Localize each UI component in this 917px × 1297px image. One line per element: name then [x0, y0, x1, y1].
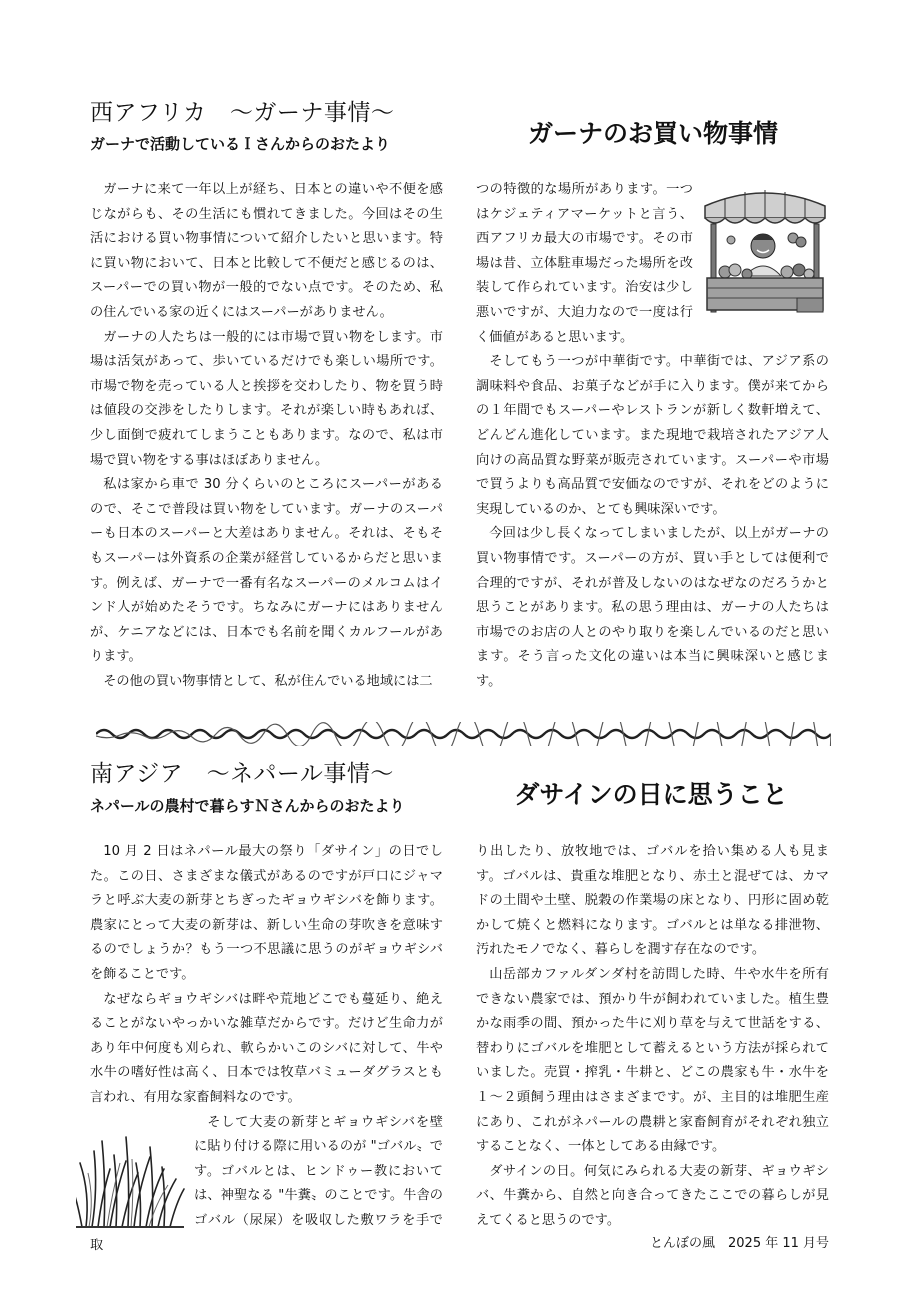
paragraph: その他の買い物事情として、私が住んでいる地域には二: [103, 673, 433, 689]
paragraph: つの特徴的な場所があります。一つはケジェティアマーケットと言う、西アフリカ最大の市場です。その市場は昔、立体駐車場だった場所を改装して作られています。治安は少し悪いですが、大迫力なので一度は行く価値があると思います。: [476, 182, 693, 345]
grass-illustration: [76, 1133, 186, 1229]
paragraph: 今回は少し長くなってしまいましたが、以上がガーナの買い物事情です。スーパーの方が、買い手としては便利で合理的ですが、それが普及しないのはなぜなのだろうかと思うことがあります。私の思う理由は、ガーナの人たちは市場でのお店の人とのやり取りを楽しんでいるのだと思います。そう言った文化の違いは本当に興味深いと感じます。: [476, 526, 829, 689]
nepal-subtitle: ネパールの農村で暮らすＮさんからのおたより: [90, 797, 405, 815]
paragraph: そしてもう一つが中華街です。中華街では、アジア系の調味料や食品、お菓子などが手に入ります。僕が来てからの１年間でもスーパーやレストランが新しく数軒増えて、どんどん進化しています。また現地で栽培されたアジア人向けの高品質な野菜が販売されています。スーパーや市場で買うよりも高品質で安価なのですが、それをどのように実現しているのか、とても興味深いです。: [476, 354, 829, 517]
nepal-region-title: 南アジア ～ネパール事情～: [90, 761, 394, 787]
ghana-right-column: [476, 178, 829, 694]
paragraph: ガーナに来て一年以上が経ち、日本との違いや不便を感じながらも、その生活にも慣れてきました。今回はその生活における買い物事情について紹介したいと思います。特に買い物において、日本と比較して不便だと感じるのは、スーパーでの買い物が一般的でない点です。そのため、私の住んでいる家の近くにはスーパーがありません。: [90, 182, 443, 320]
ghana-subtitle: ガーナで活動しているＩさんからのおたより: [90, 135, 391, 153]
nepal-article-title: ダサインの日に思うこと: [514, 780, 788, 809]
paragraph: 山岳部カファルダンダ村を訪問した時、牛や水牛を所有できない農家では、預かり牛が飼われていました。植生豊かな雨季の間、預かった牛に刈り草を与えて世話をする、替わりにゴバルを堆肥として蓄えるという方法が採られていました。売買・搾乳・牛耕と、どこの農家も牛・水牛を１～２頭飼う理由はさまざまです。が、主目的は堆肥生産にあり、これがネパールの農耕と家畜飼育がそれぞれ独立することなく、一体としてある由縁です。: [476, 966, 829, 1155]
paragraph: ガーナの人たちは一般的には市場で買い物をします。市場は活気があって、歩いているだけでも楽しい場所です。市場で物を売っている人と挨拶を交わしたり、物を買う時は値段の交渉をしたりします。それが楽しい時もあれば、少し面倒で疲れてしまうこともあります。なので、私は市場で買い物をする事はほぼありません。: [90, 329, 443, 468]
paragraph: そして大麦の新芽とギョウギシバを壁に貼り付ける際に用いるのが "ゴバル〟です。ゴバルとは、ヒンドゥー教においては、神聖なる "牛糞〟のことです。牛舎のゴバル（尿屎）を吸収した敷ワラを手で取: [90, 1114, 443, 1253]
paragraph: 10 月 2 日はネパール最大の祭り「ダサイン」の日でした。この日、さまざまな儀式があるのですが戸口にジャマラと呼ぶ大麦の新芽とちぎったギョウギシバを飾ります。農家にとって大麦の新芽は、新しい生命の芽吹きを意味するのでしょうか？もう一つ不思議に思うのがギョウギシバを飾ることです。: [90, 844, 443, 982]
market-stall-illustration: [701, 184, 829, 314]
ghana-left-column: [90, 178, 443, 694]
ghana-region-title: 西アフリカ ～ガーナ事情～: [90, 100, 395, 126]
ghana-article-title: ガーナのお買い物事情: [527, 119, 778, 148]
section-divider: [96, 722, 831, 746]
paragraph: 私は家から車で 30 分くらいのところにスーパーがあるので、そこで普段は買い物をしています。ガーナのスーパーも日本のスーパーと大差はありません。それは、そもそもスーパーは外資系の企業が経営しているからだと思います。例えば、ガーナで一番有名なスーパーのメルコムはインド人が始めたそうです。ちなみにガーナにはありませんが、ケニアなどには、日本でも名前を聞くカルフールがあります。: [90, 477, 443, 665]
paragraph: なぜならギョウギシバは畔や荒地どこでも蔓延り、絶えることがないやっかいな雑草だからです。だけど生命力があり年中何度も刈られ、軟らかいこのシバに対して、牛や水牛の嗜好性は高く、日本では牧草バミューダグラスとも言われ、有用な家畜飼料なのです。: [90, 991, 443, 1105]
nepal-left-column: [90, 840, 443, 1258]
paragraph: り出したり、放牧地では、ゴバルを拾い集める人も見ます。ゴバルは、貴重な堆肥となり、赤土と混ぜては、カマドの土間や土壁、脱穀の作業場の床となり、円形に固め乾かして焼くと燃料になります。ゴバルとは単なる排泄物、汚れたモノでなく、暮らしを潤す存在なのです。: [476, 844, 829, 958]
paragraph: ダサインの日。何気にみられる大麦の新芽、ギョウギシバ、牛糞から、自然と向き合ってきたここでの暮らしが見えてくると思うのです。: [476, 1163, 829, 1228]
footer-issue-label: とんぼの風 2025 年 11 月号: [650, 1236, 830, 1251]
nepal-right-column: [476, 840, 829, 1234]
